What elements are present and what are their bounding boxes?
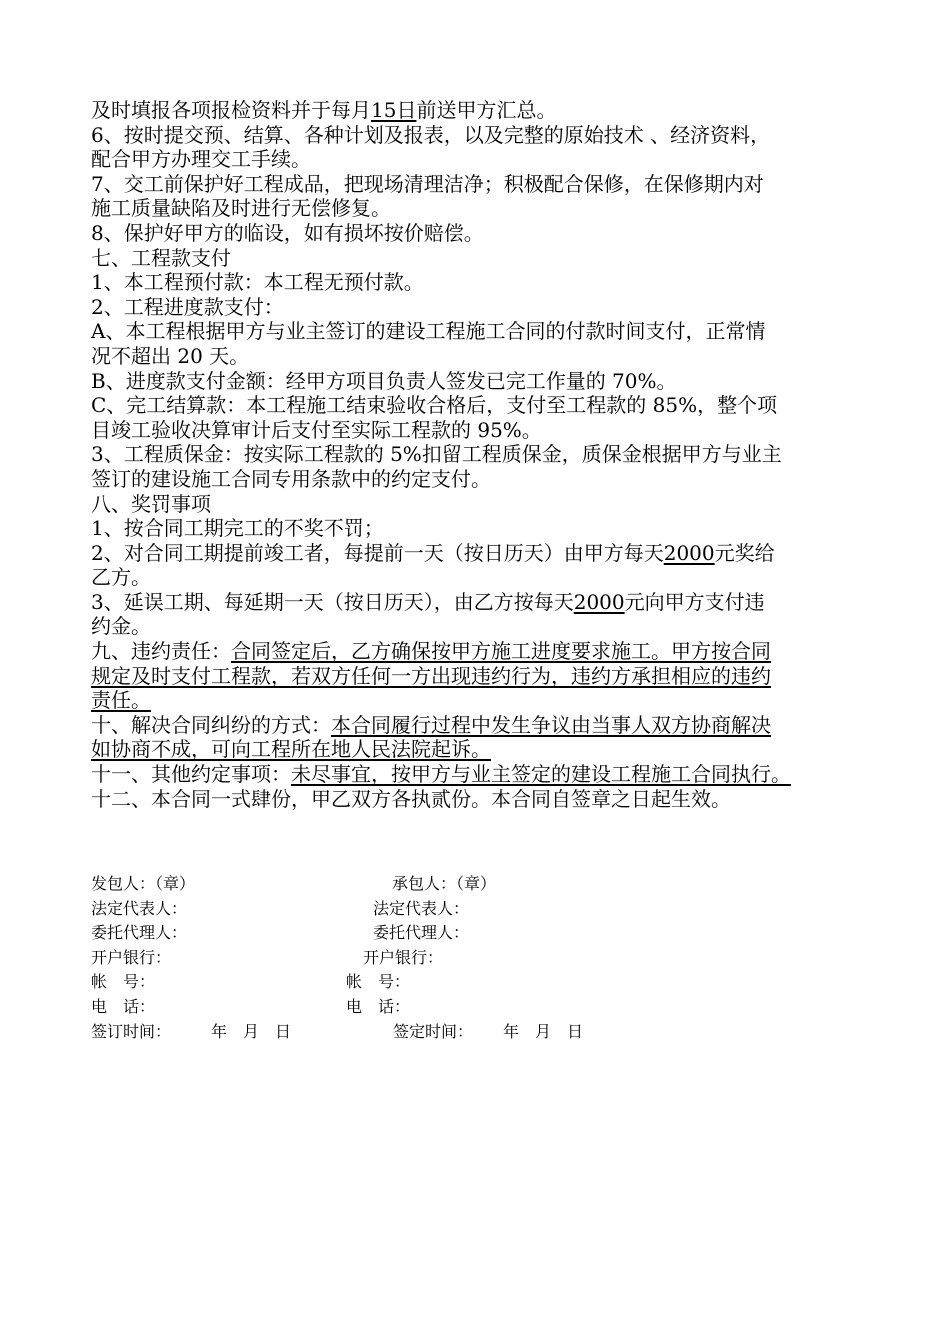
clause-line: 责任。 [91,688,151,713]
clause-line: 十一、其他约定事项：未尽事宜，按甲方与业主签定的建设工程施工合同执行。 [91,762,791,787]
underlined-text: 合同签定后，乙方确保按甲方施工进度要求施工。甲方按合同 [231,639,771,664]
clause-line: 乙方。 [91,565,151,590]
account-left: 帐 号： [91,972,156,992]
underlined-amount: 2000 [663,540,715,565]
section-heading: 八、奖罚事项 [91,491,211,516]
underlined-amount: 2000 [573,589,625,614]
employer-label: 发包人：（章） [91,874,196,893]
signature-row-legal [91,897,791,922]
clause-line: 8、保护好甲方的临设，如有损坏按价赔偿。 [91,220,484,245]
underlined-text: 本合同履行过程中发生争议由当事人双方协商解决 [331,712,771,737]
clause-line: 6、按时提交预、结算、各种计划及报表，以及完整的原始技术 、经济资料， [91,122,771,147]
signature-row-party [91,872,791,897]
clause-line: 3、工程质保金：按实际工程款的 5%扣留工程质保金，质保金根据甲方与业主 [91,442,782,467]
bank-left: 开户银行： [91,947,172,967]
clause-line: 规定及时支付工程款，若双方任何一方出现违约行为，违约方承担相应的违约 [91,663,771,688]
account-right: 帐 号： [346,972,411,992]
bank-right: 开户银行： [363,947,444,967]
sign-date-left: 年 月 日 [211,1021,292,1041]
legal-rep-right: 法定代表人： [373,898,470,918]
agent-right: 委托代理人： [373,923,470,943]
underlined-day: 15日 [371,98,417,122]
clause-line: 九、违约责任：合同签定后，乙方确保按甲方施工进度要求施工。甲方按合同 [91,639,771,664]
clause-line: 配合甲方办理交工手续。 [91,147,311,172]
clause-line: 签订的建设施工合同专用条款中的约定支付。 [91,466,491,491]
sign-date-label-right: 签定时间： [393,1021,474,1041]
clause-line: 如协商不成，可向工程所在地人民法院起诉。 [91,737,491,762]
clause-line: 十、解决合同纠纷的方式：本合同履行过程中发生争议由当事人双方协商解决 [91,712,771,737]
signature-row-bank [91,946,791,971]
sign-date-label-left: 签订时间： [91,1021,172,1041]
clause-line: 十二、本合同一式肆份，甲乙双方各执贰份。本合同自签章之日起生效。 [91,786,731,811]
clause-line: 约金。 [91,614,151,639]
section-heading: 七、工程款支付 [91,245,231,270]
clause-line: 2、工程进度款支付： [91,294,284,319]
signature-row-account [91,970,791,995]
signature-row-phone [91,995,791,1020]
clause-line: 施工质量缺陷及时进行无偿修复。 [91,196,391,221]
clause-line: 2、对合同工期提前竣工者，每提前一天（按日历天）由甲方每天2000元奖给 [91,540,775,565]
clause-line: 及时填报各项报检资料并于每月15日前送甲方汇总。 [91,98,557,122]
contractor-label: 承包人：（章） [392,874,497,893]
underlined-text: 未尽事宜，按甲方与业主签定的建设工程施工合同执行。 [291,762,791,787]
clause-line: 目竣工验收决算审计后支付至实际工程款的 95%。 [91,417,542,442]
signature-row-date [91,1020,791,1045]
phone-right: 电 话： [346,996,411,1016]
clause-line: 1、本工程预付款：本工程无预付款。 [91,270,424,295]
clause-line: 1、按合同工期完工的不奖不罚； [91,516,384,541]
clause-line: 3、延误工期、每延期一天（按日历天），由乙方按每天2000元向甲方支付违 [91,589,765,614]
agent-left: 委托代理人： [91,923,188,943]
clause-line: C、完工结算款：本工程施工结束验收合格后，支付至工程款的 85%，整个项 [91,393,778,418]
sign-date-right: 年 月 日 [503,1021,584,1041]
contract-body [91,98,866,811]
clause-line: A、本工程根据甲方与业主签订的建设工程施工合同的付款时间支付，正常情 [91,319,766,344]
signature-block [91,872,791,1044]
clause-line: 况不超出 20 天。 [91,343,250,368]
signature-row-agent [91,921,791,946]
legal-rep-left: 法定代表人： [91,898,188,918]
clause-line: 7、交工前保护好工程成品，把现场清理洁净；积极配合保修，在保修期内对 [91,171,764,196]
phone-left: 电 话： [91,996,156,1016]
clause-line: B、进度款支付金额：经甲方项目负责人签发已完工作量的 70%。 [91,368,677,393]
